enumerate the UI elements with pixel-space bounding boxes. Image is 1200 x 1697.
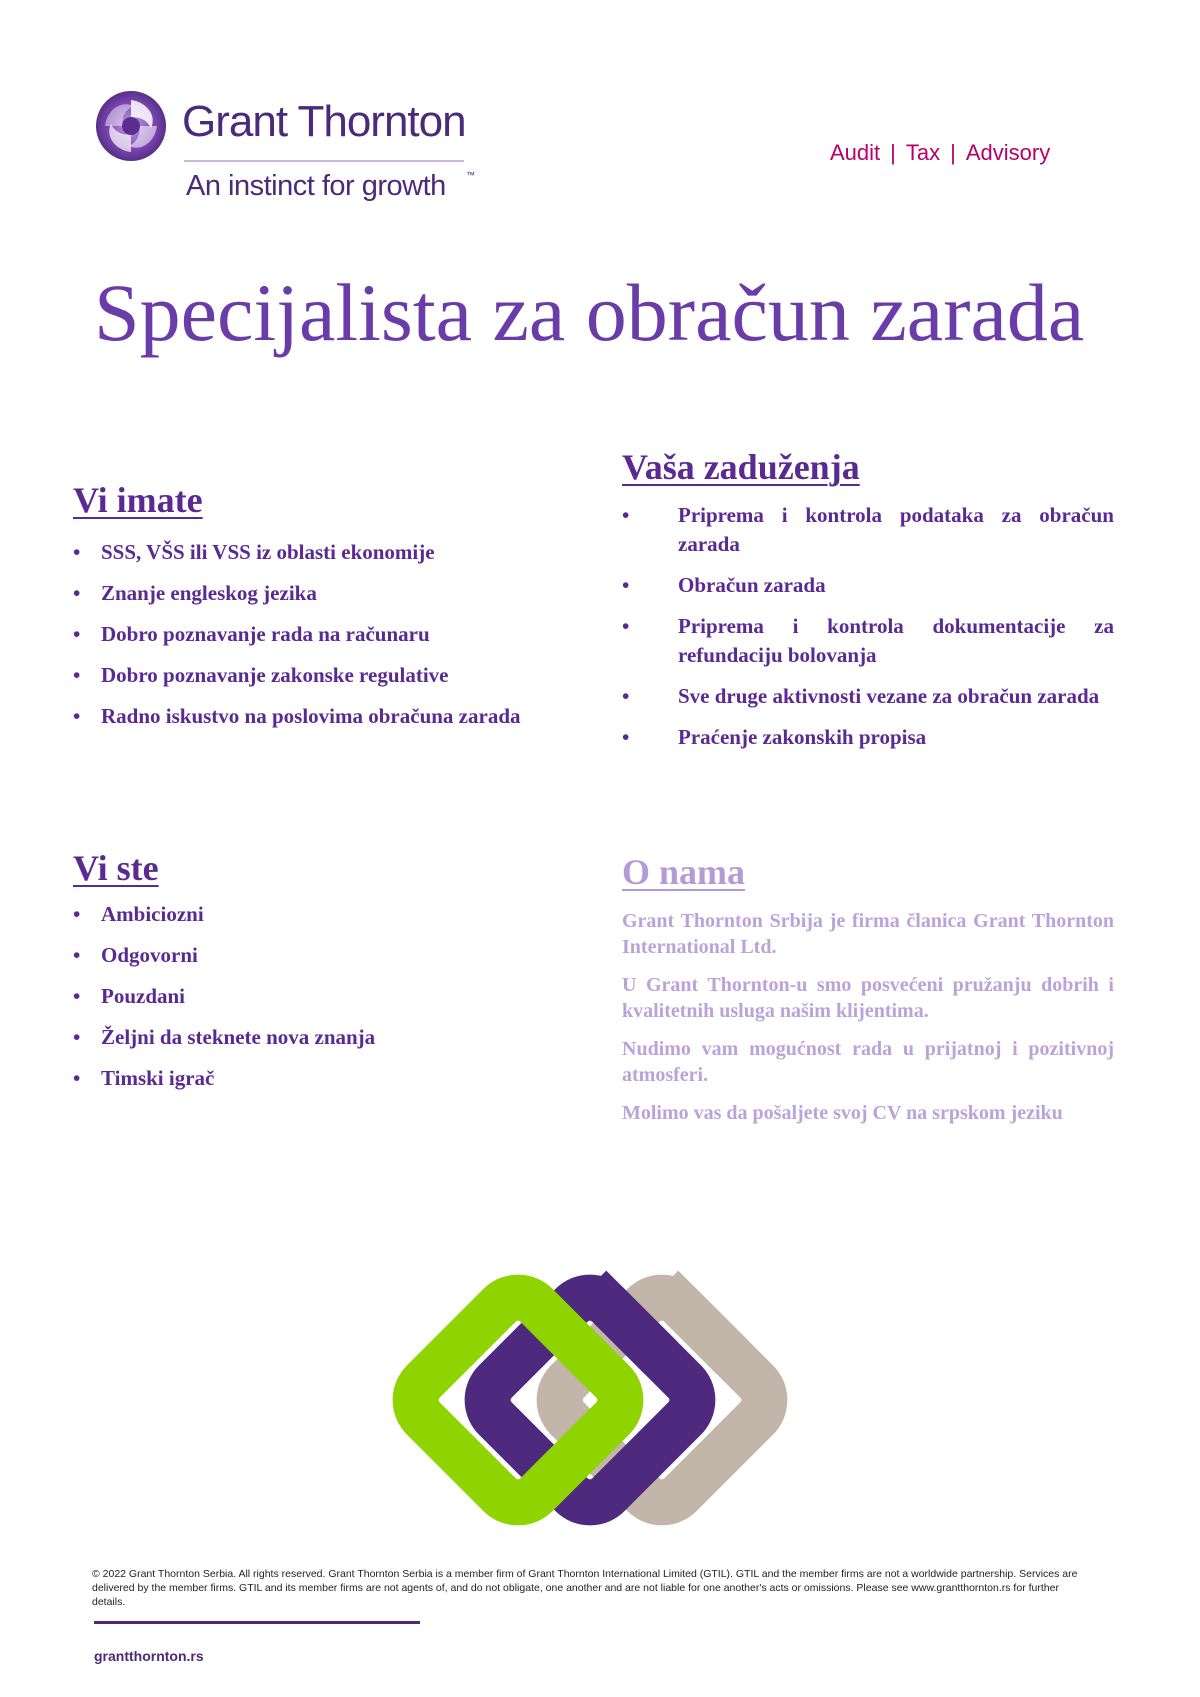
service-separator: | xyxy=(950,140,956,165)
service-audit: Audit xyxy=(830,140,881,165)
list-item: • Znanje engleskog jezika xyxy=(73,579,573,608)
bullet-icon: • xyxy=(73,581,81,605)
list-item: • Obračun zarada xyxy=(622,571,1114,600)
vasa-zaduzenja-list xyxy=(622,501,1114,752)
bullet-icon: • xyxy=(622,573,630,597)
list-item: • Sve druge aktivnosti vezane za obračun zarada xyxy=(622,682,1114,711)
bullet-icon: • xyxy=(73,1066,81,1090)
list-item: • Pouzdani xyxy=(73,982,573,1011)
bullet-icon: • xyxy=(73,622,81,646)
about-paragraph: Grant Thornton Srbija je firma članica Grant Thornton International Ltd. xyxy=(622,910,1114,958)
bullet-icon: • xyxy=(622,503,630,527)
brand-tagline: An instinct for growth xyxy=(186,170,446,202)
bullet-icon: • xyxy=(622,684,630,708)
bullet-icon: • xyxy=(622,614,630,638)
section-vi-ste xyxy=(73,850,573,1105)
list-item: • Priprema i kontrola dokumentacije za refundaciju bolovanja xyxy=(622,614,1114,667)
list-item: • Priprema i kontrola podataka za obračun zarada xyxy=(622,503,1114,556)
about-paragraph: Nudimo vam mogućnost rada u prijatnoj i pozitivnoj atmosferi. xyxy=(622,1038,1114,1086)
brand-divider xyxy=(184,160,464,162)
bullet-icon: • xyxy=(73,902,81,926)
list-item: • Odgovorni xyxy=(73,941,573,970)
vi-imate-list xyxy=(73,538,573,731)
bullet-icon: • xyxy=(73,1025,81,1049)
footer-divider xyxy=(94,1621,420,1624)
list-item: • Dobro poznavanje rada na računaru xyxy=(73,620,573,649)
section-heading-vi-imate: Vi imate xyxy=(73,480,203,520)
bullet-icon: • xyxy=(73,540,81,564)
list-item: • Ambiciozni xyxy=(73,900,573,929)
list-item: • SSS, VŠS ili VSS iz oblasti ekonomije xyxy=(73,538,573,567)
brand-name: Grant Thornton xyxy=(182,97,466,146)
vi-ste-list xyxy=(73,900,573,1093)
grant-thornton-logo-icon xyxy=(95,90,167,162)
section-heading-vasa-zaduzenja: Vaša zaduženja xyxy=(622,447,860,487)
section-heading-vi-ste: Vi ste xyxy=(73,848,159,888)
section-vi-imate xyxy=(73,482,573,743)
list-item: • Timski igrač xyxy=(73,1064,573,1093)
o-nama-text xyxy=(622,908,1114,1126)
about-paragraph: Molimo vas da pošaljete svoj CV na srpskom jeziku xyxy=(622,1102,1063,1124)
legal-notice: © 2022 Grant Thornton Serbia. All rights reserved. Grant Thornton Serbia is a member firm of Grant Thornton International Limited (GTIL). GTIL and the member firms are not a worldwide partnership. Services are delivered by the member firms. GTIL and its member firms are not agents of, and do not obligate, one another and are not liable for one another's acts or omissions. Please see www.grantthornton.rs for further details. xyxy=(92,1568,1078,1608)
bullet-icon: • xyxy=(73,943,81,967)
about-paragraph: U Grant Thornton-u smo posvećeni pružanju dobrih i kvalitetnih usluga našim klijentima. xyxy=(622,974,1114,1022)
job-title: Specijalista za obračun zarada xyxy=(94,267,1085,358)
section-vasa-zaduzenja xyxy=(622,449,1114,764)
service-tax: Tax xyxy=(905,140,941,165)
service-advisory: Advisory xyxy=(965,140,1051,165)
service-separator: | xyxy=(890,140,896,165)
section-o-nama xyxy=(622,854,1114,1138)
section-heading-o-nama: O nama xyxy=(622,852,746,892)
list-item: • Dobro poznavanje zakonske regulative xyxy=(73,661,573,690)
bullet-icon: • xyxy=(73,984,81,1008)
bullet-icon: • xyxy=(622,725,630,749)
bullet-icon: • xyxy=(73,663,81,687)
list-item: • Radno iskustvo na poslovima obračuna zarada xyxy=(73,702,573,731)
interlocking-diamonds-graphic xyxy=(370,1255,840,1545)
website-link[interactable]: grantthornton.rs xyxy=(94,1648,204,1664)
list-item: • Željni da steknete nova znanja xyxy=(73,1023,573,1052)
bullet-icon: • xyxy=(73,704,81,728)
trademark-symbol: ™ xyxy=(466,170,475,180)
list-item: • Praćenje zakonskih propisa xyxy=(622,723,1114,752)
services-line xyxy=(830,140,1050,166)
